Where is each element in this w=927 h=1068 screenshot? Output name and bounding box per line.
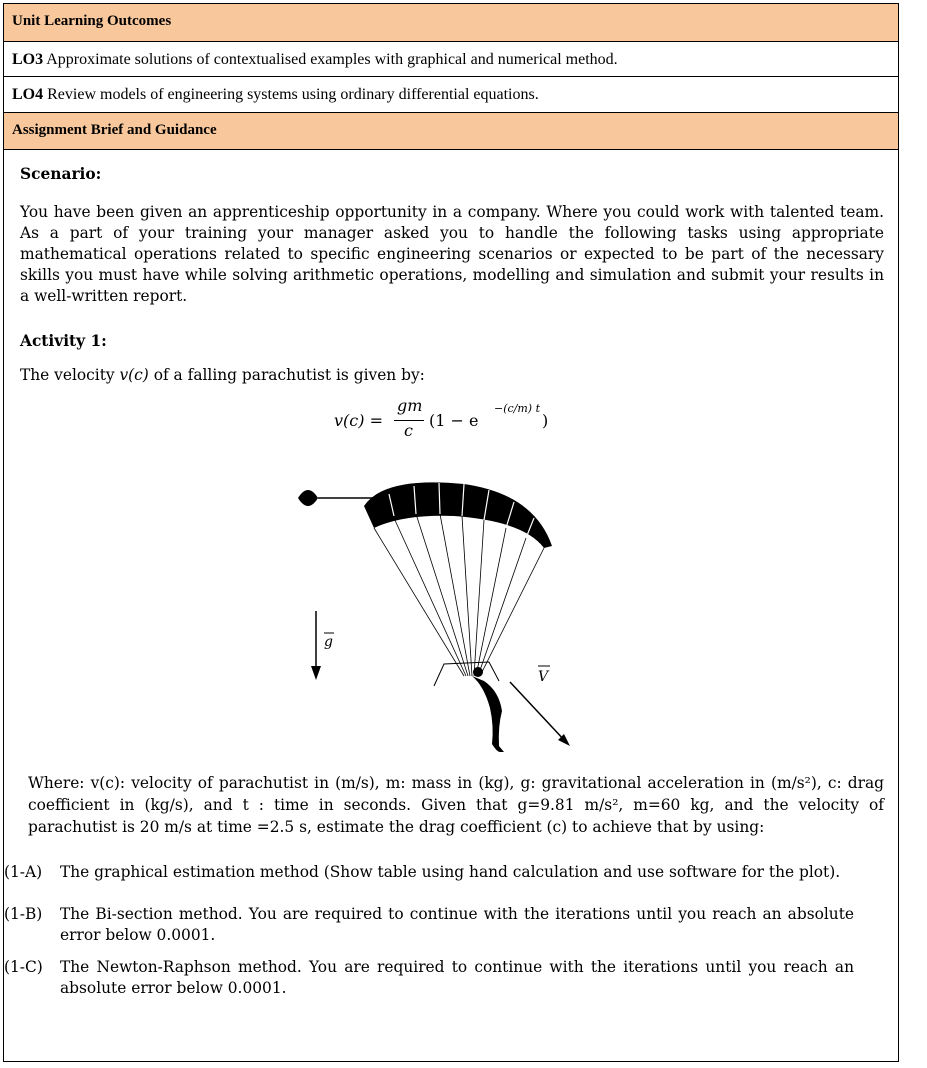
list-item-1a [4,862,884,906]
eq-body: (1 − e [429,411,479,430]
scenario-text: You have been given an apprenticeship opportunity in a company. Where you could work with talented team. As a part of your training your manager asked you to handle the following tasks using appropriate mathematical operations related to specific engineering scenarios or expected to be part of the necessary skills you must have while solving arithmetic operations, modelling and simulation and submit your results in a well-written report. [20,203,884,305]
intro-part-b: of a falling parachutist is given by: [148,366,425,384]
activity-intro [20,365,884,386]
eq-numerator: gm [397,396,423,415]
eq-lhs: v(c) = [334,411,383,430]
item-1c-text: The Newton-Raphson method. You are required to continue with the iterations until you reach an absolute error below 0.0001. [60,958,854,997]
drogue-chute [298,490,318,506]
g-label: g [324,634,333,650]
list-item-1c [4,957,884,1001]
assignment-table [3,3,899,1062]
lo4-code: LO4 [12,86,44,103]
parachutist-body [472,676,504,752]
canopy [364,482,552,548]
eq-close: ) [542,411,549,430]
outcomes-header: Unit Learning Outcomes [4,4,898,42]
item-1b-text: The Bi-section method. You are required to continue with the iterations until you reach an absolute error below 0.0001. [60,905,854,944]
activity-title: Activity 1: [20,332,107,350]
scenario-title: Scenario: [20,165,102,183]
lo4-row [4,77,898,113]
eq-exponent: −(c/m) t [494,402,541,415]
eq-denominator: c [404,421,413,440]
item-1a-text: The graphical estimation method (Show table using hand calculation and use software for the plot). [60,863,841,881]
lo3-row [4,42,898,77]
intro-part-a: The velocity [20,366,120,384]
brief-header: Assignment Brief and Guidance [4,113,898,150]
list-item-1b [4,904,884,948]
v-label: V [538,669,549,685]
lo4-text: Review models of engineering systems using ordinary differential equations. [43,86,539,103]
velocity-equation [334,396,594,446]
intro-variable: v(c) [119,366,149,384]
parachutist-figure [294,476,584,756]
lo3-text: Approximate solutions of contextualised examples with graphical and numerical method. [43,51,618,68]
where-text: Where: v(c): velocity of parachutist in (m/s), m: mass in (kg), g: gravitational acceleration in (m/s²), c: drag coefficient in (kg/s), and t : time in seconds. Given that g=9.81 m/s², m=60 kg, and the velocity of parachutist is 20 m/s at time =2.5 s, estimate the drag coefficient (c) to achieve that by using: [28,774,884,836]
item-1c-label: (1-C) [4,958,43,976]
item-1a-label: (1-A) [4,863,43,881]
lo3-code: LO3 [12,51,44,68]
item-1b-label: (1-B) [4,905,43,923]
